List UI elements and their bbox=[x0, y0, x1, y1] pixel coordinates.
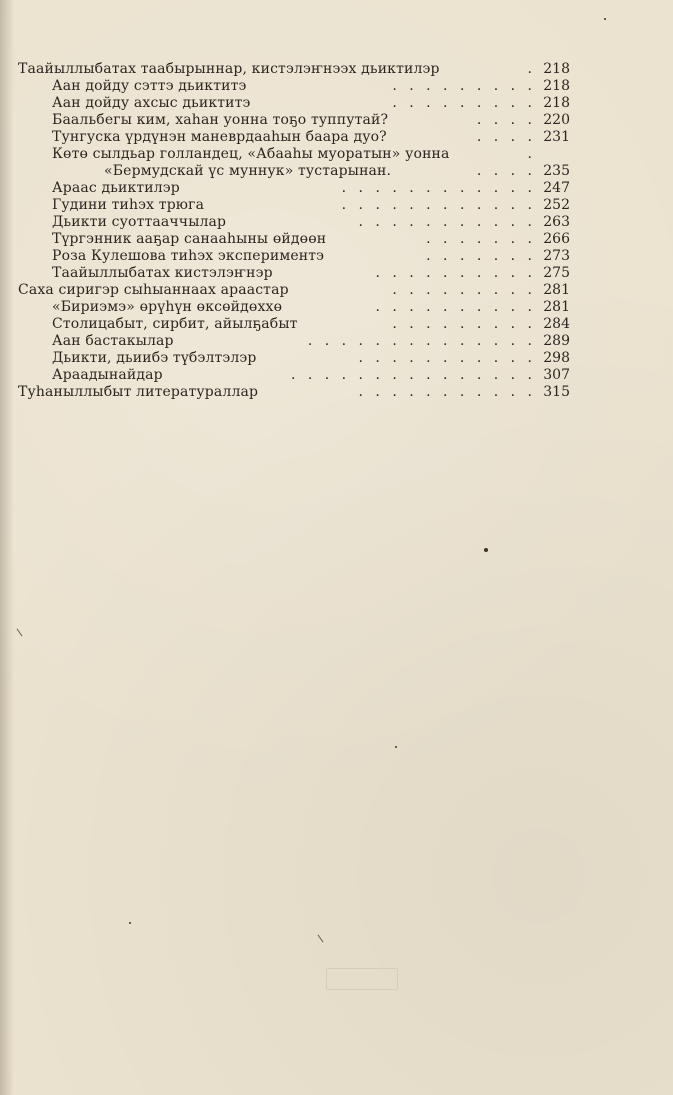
toc-entry-page: 307 bbox=[543, 367, 570, 383]
toc-entry bbox=[18, 265, 570, 282]
toc-entry bbox=[18, 248, 570, 265]
toc-entry-title: «Бермудскай үс муннук» тустарынан. bbox=[104, 163, 392, 179]
toc-entry bbox=[18, 350, 570, 367]
toc-leader-dots: . bbox=[527, 146, 536, 162]
toc-leader-dots: . . . . . . . . . . . . . . . bbox=[290, 367, 536, 383]
toc-leader-dots: . . . . . . . bbox=[426, 231, 536, 247]
toc-leader-dots: . . . . . . . . . . . . bbox=[341, 180, 536, 196]
toc-entry bbox=[18, 61, 570, 78]
toc-entry-page: 284 bbox=[543, 316, 570, 332]
toc-entry bbox=[18, 384, 570, 401]
toc-leader-dots: . . . . . . . . . bbox=[392, 78, 536, 94]
toc-leader-dots: . . . . bbox=[476, 112, 536, 128]
toc-entry-page: 263 bbox=[543, 214, 570, 230]
toc-entry-title: Таайыллыбатах таабырыннар, кистэлэҥнээх дьиктилэр bbox=[18, 61, 440, 77]
toc-entry bbox=[18, 163, 570, 180]
toc-leader-dots: . . . . . . . . . bbox=[392, 95, 536, 111]
toc-leader-dots: . . . . . . . . . . . . . . bbox=[307, 333, 536, 349]
toc-leader-dots: . . . . . . . . . . . bbox=[358, 214, 536, 230]
paper-scratch bbox=[17, 629, 23, 637]
toc-entry bbox=[18, 367, 570, 384]
toc-leader-dots: . . . . . . . . . . . . bbox=[341, 197, 536, 213]
toc-entry bbox=[18, 146, 570, 163]
toc-leader-dots: . . . . . . . . . . . bbox=[358, 384, 536, 400]
toc-leader-dots: . . . . . . . . . bbox=[392, 282, 536, 298]
toc-entry-page: 220 bbox=[543, 112, 570, 128]
toc-entry-title: Көтө сылдьар голландец, «Абааһы муоратын» уонна bbox=[52, 146, 450, 162]
toc-entry-page: 298 bbox=[543, 350, 570, 366]
toc-leader-dots: . . . . . . . . . . bbox=[375, 265, 536, 281]
toc-entry bbox=[18, 282, 570, 299]
toc-entry-page: 247 bbox=[543, 180, 570, 196]
toc-leader-dots: . . . . . . . . . bbox=[392, 316, 536, 332]
toc-entry-title: Баальбегы ким, хаһан уонна тоҕо туппутай? bbox=[52, 112, 389, 128]
toc-entry bbox=[18, 197, 570, 214]
toc-entry-page: 218 bbox=[543, 78, 570, 94]
toc-entry bbox=[18, 231, 570, 248]
toc-entry-title: Гудини тиһэх трюга bbox=[52, 197, 205, 213]
toc-entry-page: 315 bbox=[543, 384, 570, 400]
toc-leader-dots: . . . . bbox=[476, 163, 536, 179]
paper-speck bbox=[484, 548, 488, 552]
toc-leader-dots: . . . . . . . bbox=[426, 248, 536, 264]
toc-entry-page: 281 bbox=[543, 282, 570, 298]
toc-entry-title: «Бириэмэ» өрүһүн өксөйдөххө bbox=[52, 299, 283, 315]
toc-entry-title: Дьикти, дьиибэ түбэлтэлэр bbox=[52, 350, 257, 366]
paper-speck bbox=[604, 18, 606, 20]
toc-entry-title: Түргэнник ааҕар санааһыны өйдөөн bbox=[52, 231, 327, 247]
toc-entry-title: Таайыллыбатах кистэлэҥнэр bbox=[52, 265, 273, 281]
paper-speck bbox=[129, 922, 131, 924]
toc-entry bbox=[18, 180, 570, 197]
toc-entry-page: 218 bbox=[543, 95, 570, 111]
toc-entry bbox=[18, 112, 570, 129]
paper-scratch bbox=[318, 935, 324, 943]
toc-entry-page: 235 bbox=[543, 163, 570, 179]
toc-entry-page: 273 bbox=[543, 248, 570, 264]
toc-entry bbox=[18, 129, 570, 146]
toc-entry bbox=[18, 333, 570, 350]
toc-entry-title: Араас дьиктилэр bbox=[52, 180, 180, 196]
toc-entry-title: Аан бастакылар bbox=[52, 333, 174, 349]
toc-entry-title: Саха сиригэр сыһыаннаах араастар bbox=[18, 282, 289, 298]
toc-entry-title: Дьикти суоттааччылар bbox=[52, 214, 227, 230]
page-edge-shadow bbox=[0, 0, 14, 1095]
toc-entry-page: 231 bbox=[543, 129, 570, 145]
toc-entry bbox=[18, 78, 570, 95]
paper-speck bbox=[395, 746, 397, 748]
toc-entry bbox=[18, 299, 570, 316]
toc-leader-dots: . bbox=[527, 61, 536, 77]
toc-entry-page: 289 bbox=[543, 333, 570, 349]
toc-entry-page: 252 bbox=[543, 197, 570, 213]
toc-entry-title: Роза Кулешова тиһэх экспериментэ bbox=[52, 248, 325, 264]
toc-entry-title: Аан дойду сэттэ дьиктитэ bbox=[52, 78, 247, 94]
toc-entry-title: Туһаныллыбыт литератураллар bbox=[18, 384, 259, 400]
toc-entry-page: 266 bbox=[543, 231, 570, 247]
toc-entry-title: Аан дойду ахсыс дьиктитэ bbox=[52, 95, 251, 111]
toc-entry-title: Тунгуска үрдүнэн маневрдааһын баара дуо? bbox=[52, 129, 387, 145]
toc-entry-title: Столицабыт, сирбит, айылҕабыт bbox=[52, 316, 298, 332]
toc-entry-page: 281 bbox=[543, 299, 570, 315]
toc-entry-page: 218 bbox=[543, 61, 570, 77]
toc-entry-title: Араадынайдар bbox=[52, 367, 163, 383]
bleed-through-mark bbox=[326, 968, 398, 990]
toc-leader-dots: . . . . . . . . . . . bbox=[358, 350, 536, 366]
toc-entry-page: 275 bbox=[543, 265, 570, 281]
toc-entry bbox=[18, 214, 570, 231]
toc-leader-dots: . . . . bbox=[476, 129, 536, 145]
toc-leader-dots: . . . . . . . . . . bbox=[375, 299, 536, 315]
toc-entry bbox=[18, 95, 570, 112]
toc-entry bbox=[18, 316, 570, 333]
table-of-contents bbox=[18, 61, 570, 401]
